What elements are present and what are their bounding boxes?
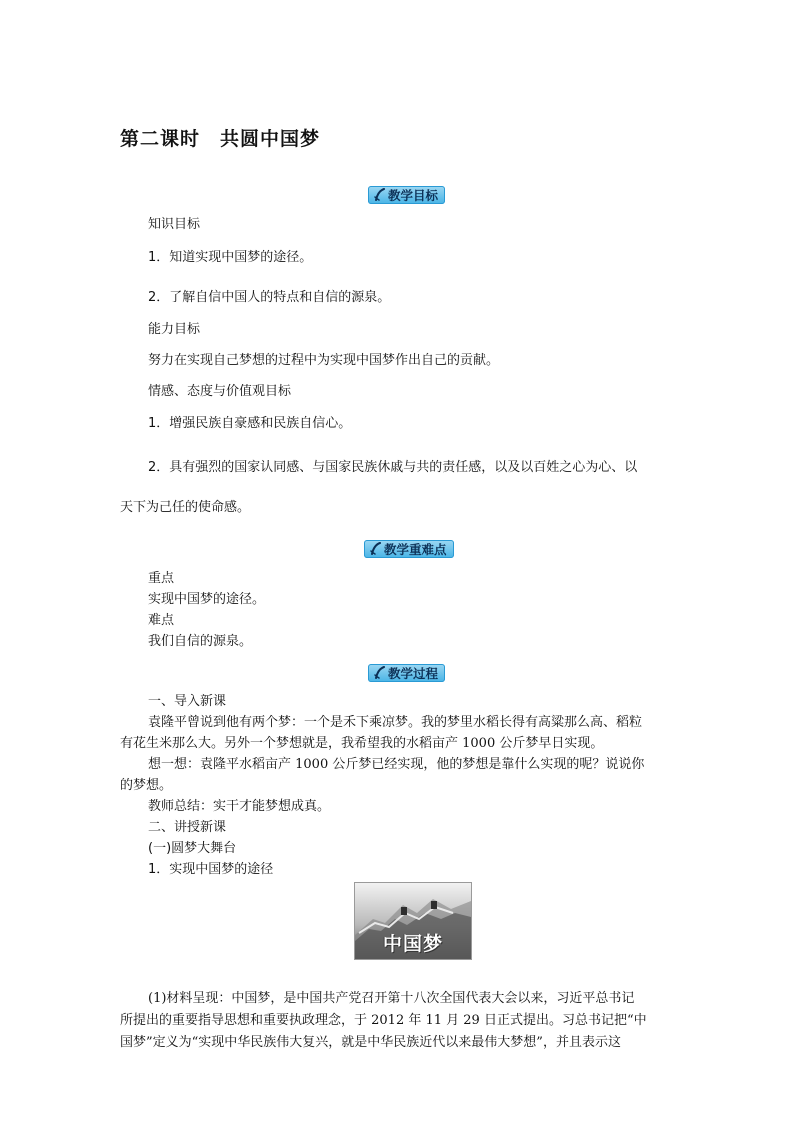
text-line: 有花生米那么大。另外一个梦想就是，我希望我的水稻亩产 1000 公斤梦早日实现。 — [120, 736, 604, 751]
text-line: 1．实现中国梦的途径 — [148, 862, 274, 877]
text-line: 二、讲授新课 — [148, 820, 227, 835]
text-line: 我们自信的源泉。 — [148, 634, 253, 649]
text-line: 教师总结：实干才能梦想成真。 — [148, 799, 331, 814]
text-line: 难点 — [148, 613, 175, 628]
text-line: 一、导入新课 — [148, 694, 227, 709]
pen-swoosh-icon — [374, 188, 386, 202]
text-line: (1)材料呈现：中国梦，是中国共产党召开第十八次全国代表大会以来，习近平总书记 — [148, 991, 635, 1006]
text-line: 2．具有强烈的国家认同感、与国家民族休戚与共的责任感，以及以百姓之心为心、以 — [148, 460, 638, 475]
text-line: 所提出的重要指导思想和重要执政理念，于 2012 年 11 月 29 日正式提出。习总书记把“中 — [120, 1013, 647, 1028]
text-line: 的梦想。 — [120, 778, 173, 793]
text-line: 想一想：袁隆平水稻亩产 1000 公斤梦已经实现，他的梦想是靠什么实现的呢？说说你 — [148, 757, 645, 772]
text-line: 天下为己任的使命感。 — [120, 500, 251, 515]
text-line: 1．知道实现中国梦的途径。 — [148, 250, 313, 265]
pen-swoosh-icon — [374, 666, 386, 680]
text-line: 实现中国梦的途径。 — [148, 592, 266, 607]
text-line: 国梦”定义为“实现中华民族伟大复兴，就是中华民族近代以来最伟大梦想”，并且表示这 — [120, 1035, 621, 1050]
page-title: 第二课时 共圆中国梦 — [120, 128, 321, 150]
pen-swoosh-icon — [370, 542, 382, 556]
text-line: 努力在实现自己梦想的过程中为实现中国梦作出自己的贡献。 — [148, 353, 500, 368]
text-line: 袁隆平曾说到他有两个梦：一个是禾下乘凉梦。我的梦里水稻长得有高粱那么高、稻粒 — [148, 715, 643, 730]
section-badge-label: 教学目标 — [388, 188, 439, 203]
text-line: 重点 — [148, 571, 175, 586]
text-line: 知识目标 — [148, 217, 201, 232]
section-badge-goals — [368, 186, 445, 204]
china-dream-image — [354, 882, 472, 960]
text-line: 1．增强民族自豪感和民族自信心。 — [148, 416, 352, 431]
section-badge-label: 教学重难点 — [384, 542, 447, 557]
text-line: (一)圆梦大舞台 — [148, 841, 237, 856]
section-badge-keypoints — [364, 540, 454, 558]
section-badge-label: 教学过程 — [388, 666, 439, 681]
text-line: 情感、态度与价值观目标 — [148, 384, 292, 399]
image-caption: 中国梦 — [382, 933, 443, 955]
text-line: 能力目标 — [148, 322, 201, 337]
section-badge-process — [368, 664, 445, 682]
text-line: 2．了解自信中国人的特点和自信的源泉。 — [148, 290, 391, 305]
